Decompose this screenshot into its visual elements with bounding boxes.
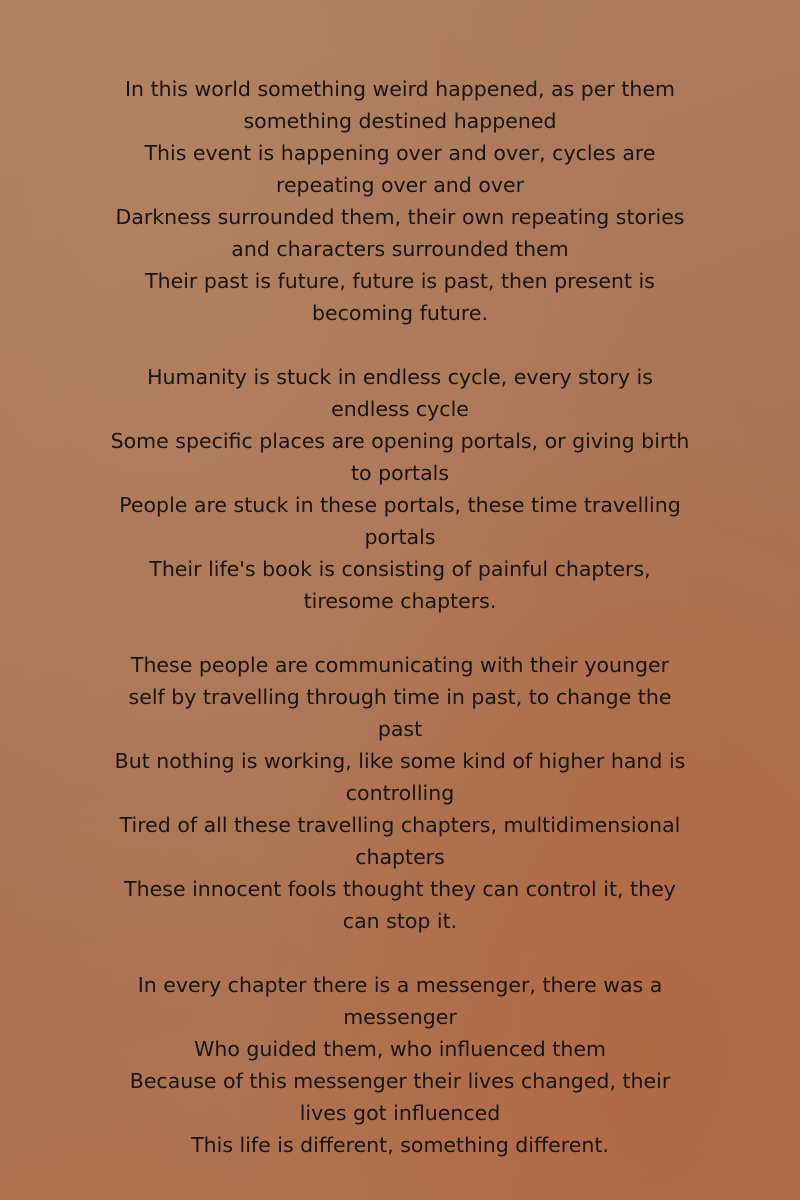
poem-line: These innocent fools thought they can control it, they can stop it.: [124, 877, 676, 933]
poem-line: But nothing is working, like some kind of higher hand is controlling: [114, 749, 686, 805]
poem-line: Humanity is stuck in endless cycle, every story is endless cycle: [147, 365, 653, 421]
poem-text: [110, 73, 690, 1161]
stanza-1: [110, 73, 690, 329]
poem-line: In every chapter there is a messenger, there was a messenger: [137, 973, 663, 1029]
poem-line: Because of this messenger their lives changed, their lives got influenced: [129, 1069, 671, 1125]
poem-line: Tired of all these travelling chapters, multidimensional chapters: [119, 813, 681, 869]
stanza-4: [110, 969, 690, 1161]
poem-line: In this world something weird happened, as per them something destined happened: [125, 77, 675, 133]
poem-line: People are stuck in these portals, these time travelling portals: [119, 493, 681, 549]
stanza-3: [110, 649, 690, 937]
poem-line: These people are communicating with their younger self by travelling through time in past, to change the past: [128, 653, 672, 741]
poem-line: This event is happening over and over, cycles are repeating over and over: [144, 141, 656, 197]
poem-line: This life is different, something different.: [191, 1133, 609, 1157]
poem-line: Darkness surrounded them, their own repeating stories and characters surrounded them: [115, 205, 685, 261]
stanza-2: [110, 361, 690, 617]
poem-line: Who guided them, who influenced them: [194, 1037, 606, 1061]
poem-line: Their past is future, future is past, then present is becoming future.: [145, 269, 655, 325]
poem-line: Their life's book is consisting of painful chapters, tiresome chapters.: [149, 557, 651, 613]
poem-line: Some specific places are opening portals, or giving birth to portals: [110, 429, 690, 485]
